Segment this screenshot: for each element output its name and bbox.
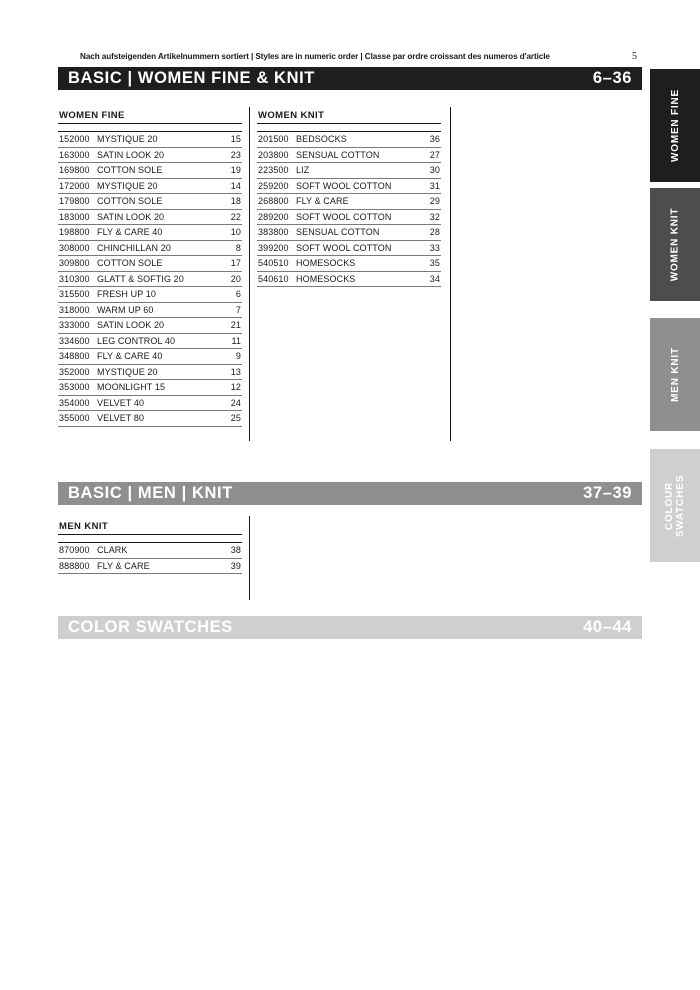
article-name: GLATT & SOFTIG 20 — [97, 273, 184, 284]
tab-men-knit[interactable] — [650, 318, 700, 431]
article-number: 268800 — [258, 196, 289, 207]
article-name: COTTON SOLE — [97, 258, 163, 269]
page-reference: 36 — [429, 134, 440, 145]
table-header: MEN KNIT — [58, 521, 242, 535]
article-name: BEDSOCKS — [296, 134, 347, 145]
article-number: 315500 — [59, 289, 90, 300]
article-name: COTTON SOLE — [97, 196, 163, 207]
table-row — [58, 303, 242, 319]
table-row — [58, 396, 242, 412]
article-name: CHINCHILLAN 20 — [97, 242, 171, 253]
table-row — [58, 543, 242, 559]
article-name: FLY & CARE 40 — [97, 227, 163, 238]
article-name: FLY & CARE — [296, 196, 349, 207]
table-row — [58, 225, 242, 241]
page-reference: 25 — [230, 413, 241, 424]
article-name: FRESH UP 10 — [97, 289, 156, 300]
table-row — [58, 334, 242, 350]
table-row — [58, 365, 242, 381]
page-reference: 7 — [235, 304, 241, 315]
article-number: 179800 — [59, 196, 90, 207]
header-divider — [58, 535, 242, 543]
table-row — [257, 241, 441, 257]
tab-women-knit[interactable] — [650, 188, 700, 301]
article-number: 354000 — [59, 397, 90, 408]
page-number: 5 — [632, 51, 637, 62]
article-number: 169800 — [59, 165, 90, 176]
table-row — [58, 163, 242, 179]
article-name: HOMESOCKS — [296, 273, 356, 284]
table-row — [58, 241, 242, 257]
page-reference: 14 — [230, 180, 241, 191]
sort-order-note: Nach aufsteigenden Artikelnummern sortiert | Styles are in numeric order | Classe par ordre croissant des numeros d'article — [80, 52, 550, 61]
page-reference: 39 — [230, 560, 241, 571]
article-number: 201500 — [258, 134, 289, 145]
article-name: SATIN LOOK 20 — [97, 149, 165, 160]
article-number: 289200 — [258, 211, 289, 222]
article-number: 383800 — [258, 227, 289, 238]
tab-label — [664, 474, 686, 536]
table-row — [257, 148, 441, 164]
section-banner-color-swatches — [58, 616, 642, 639]
article-name: LEG CONTROL 40 — [97, 335, 176, 346]
article-number: 152000 — [59, 134, 90, 145]
table-row — [58, 559, 242, 575]
article-name: LIZ — [296, 165, 310, 176]
section-page-range: 6–36 — [592, 69, 632, 87]
section-page-range: 40–44 — [583, 618, 632, 636]
section-banner-basic-women — [58, 67, 642, 90]
article-number: 540510 — [258, 258, 289, 269]
column-divider — [450, 107, 451, 441]
table-row — [58, 349, 242, 365]
page-reference: 10 — [230, 227, 241, 238]
page-reference: 19 — [230, 165, 241, 176]
article-number: 163000 — [59, 149, 90, 160]
section-title: COLOR SWATCHES — [68, 618, 233, 636]
page-reference: 9 — [235, 351, 241, 362]
article-number: 540610 — [258, 273, 289, 284]
tab-women-fine[interactable] — [650, 69, 700, 182]
table-row — [257, 132, 441, 148]
table-row — [257, 163, 441, 179]
table-body — [257, 132, 441, 287]
page-reference: 34 — [429, 273, 440, 284]
article-number: 183000 — [59, 211, 90, 222]
tab-label: WOMEN FINE — [669, 89, 681, 162]
table-row — [58, 194, 242, 210]
table-row — [257, 194, 441, 210]
table-header: WOMEN FINE — [58, 110, 242, 124]
page-reference: 38 — [230, 545, 241, 556]
section-title: BASIC | WOMEN FINE & KNIT — [68, 69, 315, 87]
article-name: SENSUAL COTTON — [296, 227, 380, 238]
article-number: 353000 — [59, 382, 90, 393]
article-name: SATIN LOOK 20 — [97, 320, 165, 331]
article-name: FLY & CARE — [97, 560, 150, 571]
article-number: 309800 — [59, 258, 90, 269]
article-name: FLY & CARE 40 — [97, 351, 163, 362]
article-number: 259200 — [258, 180, 289, 191]
article-name: MYSTIQUE 20 — [97, 134, 158, 145]
article-name: VELVET 80 — [97, 413, 145, 424]
article-number: 352000 — [59, 366, 90, 377]
page-reference: 8 — [235, 242, 241, 253]
article-number: 310300 — [59, 273, 90, 284]
article-number: 223500 — [258, 165, 289, 176]
section-banner-basic-men — [58, 482, 642, 505]
table-row — [257, 225, 441, 241]
article-number: 203800 — [258, 149, 289, 160]
section-page-range: 37–39 — [583, 484, 632, 502]
page-reference: 29 — [429, 196, 440, 207]
column-divider — [249, 107, 250, 441]
article-name: CLARK — [97, 545, 128, 556]
article-number: 355000 — [59, 413, 90, 424]
tab-label-line-2: SWATCHES — [675, 474, 687, 537]
table-row — [58, 411, 242, 427]
page-reference: 13 — [230, 366, 241, 377]
page-reference: 32 — [429, 211, 440, 222]
page-reference: 18 — [230, 196, 241, 207]
table-body — [58, 543, 242, 574]
page-reference: 6 — [235, 289, 241, 300]
tab-label: WOMEN KNIT — [669, 207, 681, 282]
table-header: WOMEN KNIT — [257, 110, 441, 124]
article-number: 198800 — [59, 227, 90, 238]
tab-label-line-1: COLOUR — [664, 481, 676, 530]
table-row — [257, 210, 441, 226]
page-reference: 17 — [230, 258, 241, 269]
article-number: 318000 — [59, 304, 90, 315]
page-reference: 23 — [230, 149, 241, 160]
article-name: HOMESOCKS — [296, 258, 356, 269]
table-row — [58, 148, 242, 164]
page-reference: 15 — [230, 134, 241, 145]
table-row — [58, 210, 242, 226]
table-row — [58, 272, 242, 288]
table-row — [257, 272, 441, 288]
page-reference: 22 — [230, 211, 241, 222]
page-reference: 35 — [429, 258, 440, 269]
header-divider — [58, 124, 242, 132]
article-name: SENSUAL COTTON — [296, 149, 380, 160]
page-reference: 28 — [429, 227, 440, 238]
page-reference: 24 — [230, 397, 241, 408]
women-knit-table — [257, 110, 441, 287]
tab-label: MEN KNIT — [669, 347, 681, 402]
page-reference: 12 — [230, 382, 241, 393]
page-reference: 21 — [230, 320, 241, 331]
page-reference: 11 — [231, 335, 241, 346]
men-knit-table — [58, 521, 242, 574]
table-row — [58, 287, 242, 303]
women-fine-table — [58, 110, 242, 427]
table-row — [58, 132, 242, 148]
article-name: SATIN LOOK 20 — [97, 211, 165, 222]
table-row — [58, 179, 242, 195]
article-name: SOFT WOOL COTTON — [296, 180, 392, 191]
table-row — [58, 256, 242, 272]
article-name: COTTON SOLE — [97, 165, 163, 176]
article-number: 348800 — [59, 351, 90, 362]
table-row — [58, 380, 242, 396]
page-reference: 30 — [429, 165, 440, 176]
table-body — [58, 132, 242, 427]
header-divider — [257, 124, 441, 132]
article-number: 172000 — [59, 180, 90, 191]
article-number: 888800 — [59, 560, 90, 571]
article-name: SOFT WOOL COTTON — [296, 211, 392, 222]
article-name: VELVET 40 — [97, 397, 145, 408]
page-reference: 33 — [429, 242, 440, 253]
article-name: MYSTIQUE 20 — [97, 180, 158, 191]
article-name: MOONLIGHT 15 — [97, 382, 166, 393]
article-name: WARM UP 60 — [97, 304, 154, 315]
article-number: 870900 — [59, 545, 90, 556]
table-row — [58, 318, 242, 334]
tab-colour-swatches[interactable] — [650, 449, 700, 562]
section-title: BASIC | MEN | KNIT — [68, 484, 233, 502]
column-divider — [249, 516, 250, 600]
article-name: MYSTIQUE 20 — [97, 366, 158, 377]
page-reference: 31 — [429, 180, 440, 191]
article-number: 334600 — [59, 335, 90, 346]
article-number: 308000 — [59, 242, 90, 253]
table-row — [257, 256, 441, 272]
article-number: 333000 — [59, 320, 90, 331]
page-reference: 27 — [429, 149, 440, 160]
table-row — [257, 179, 441, 195]
article-number: 399200 — [258, 242, 289, 253]
article-name: SOFT WOOL COTTON — [296, 242, 392, 253]
page-reference: 20 — [230, 273, 241, 284]
